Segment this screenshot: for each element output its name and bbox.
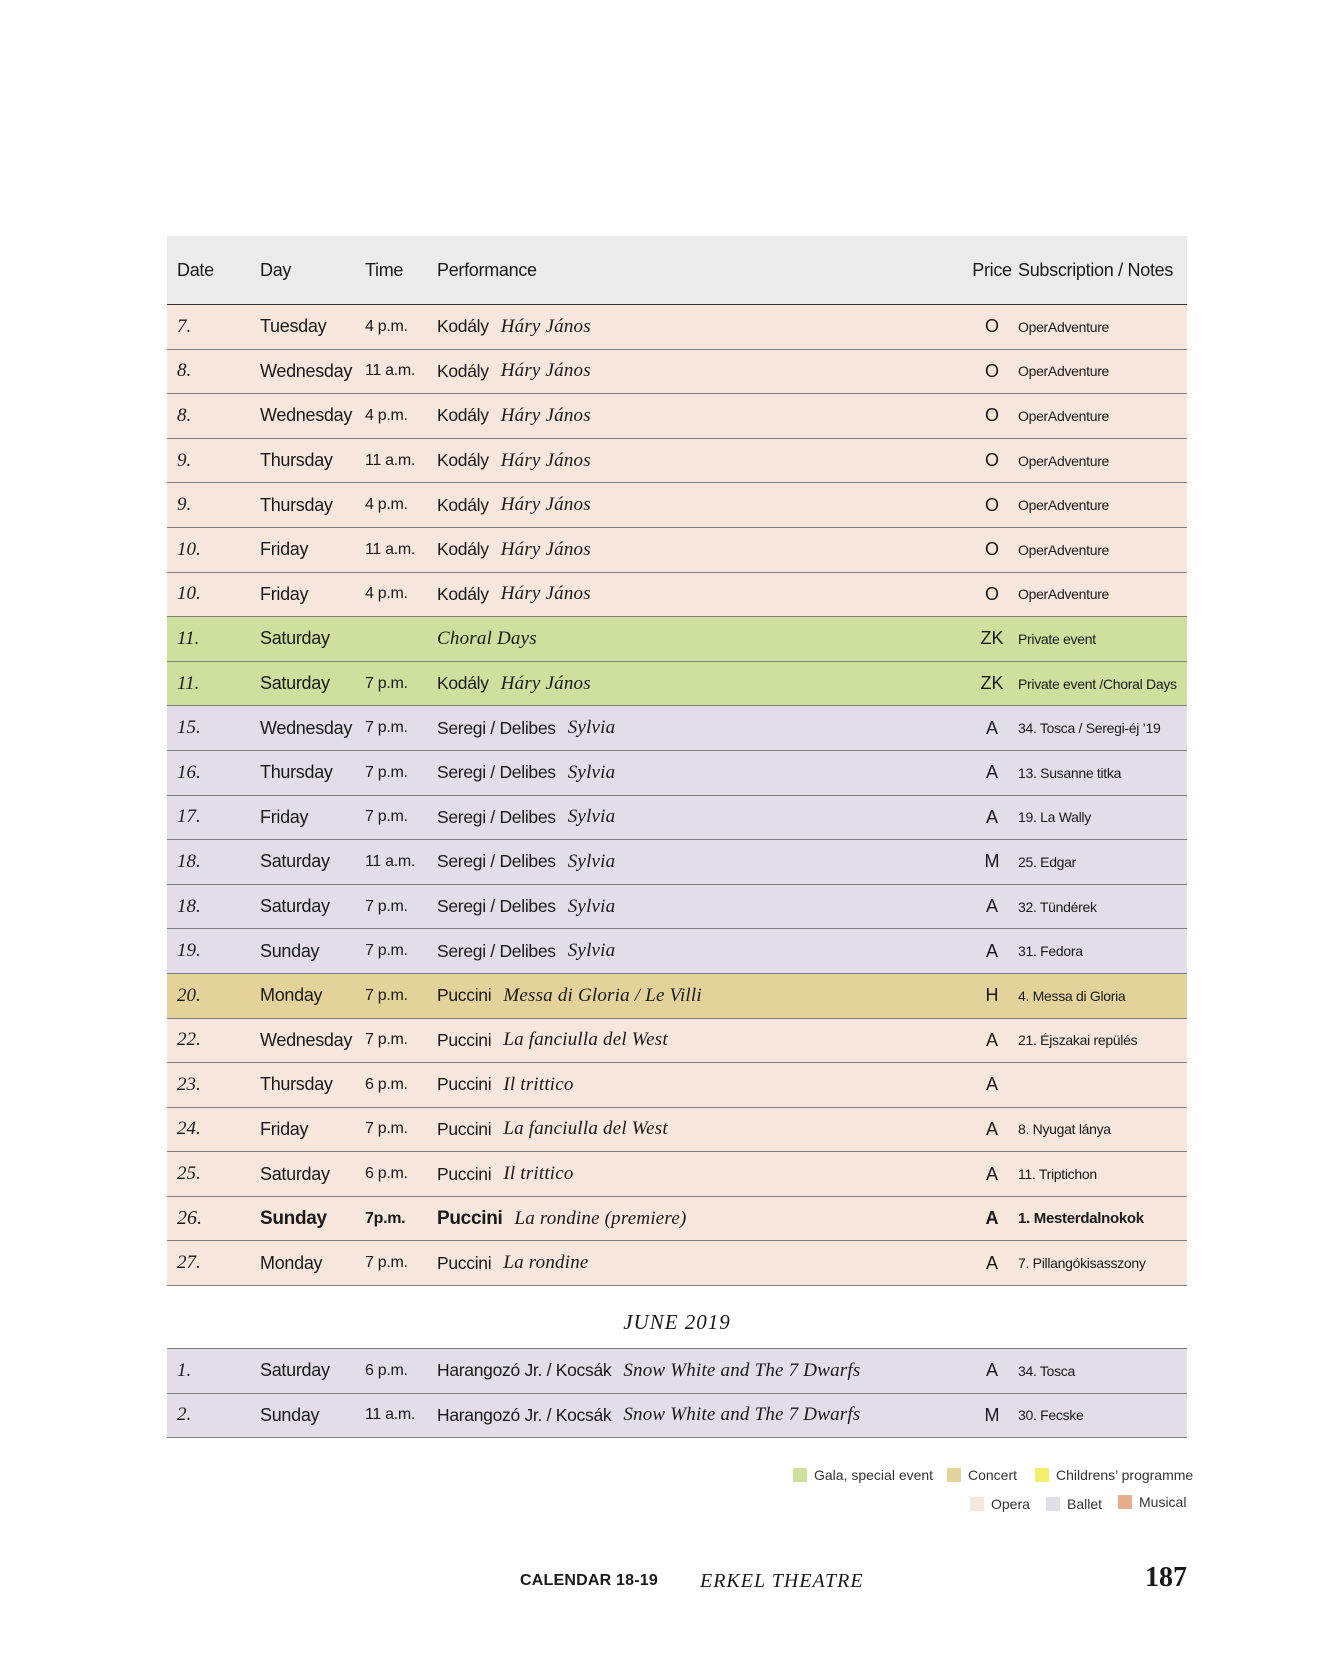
row-price: M <box>984 1404 1000 1425</box>
row-work-title: Sylvia <box>567 940 616 962</box>
legend-ballet-label: Ballet <box>1067 1496 1103 1512</box>
row-notes: 25. Edgar <box>1018 853 1077 870</box>
row-performance <box>437 483 591 527</box>
legend-opera-swatch <box>970 1497 984 1511</box>
legend-gala-label: Gala, special event <box>814 1467 934 1483</box>
table-row <box>167 350 1187 395</box>
row-performance <box>437 1152 574 1196</box>
row-work-title: Choral Days <box>437 627 537 649</box>
row-notes: 11. Triptichon <box>1018 1166 1097 1183</box>
row-day: Wednesday <box>260 405 353 426</box>
row-notes: 4. Messa di Gloria <box>1018 987 1126 1004</box>
row-composer: Kodály <box>437 494 489 515</box>
row-date: 17. <box>177 806 201 828</box>
row-price: A <box>985 1208 999 1229</box>
table-row <box>167 1019 1187 1064</box>
row-day: Sunday <box>260 1207 327 1229</box>
row-notes: OperAdventure <box>1018 318 1110 335</box>
row-notes: OperAdventure <box>1018 541 1110 558</box>
row-date: 18. <box>177 850 201 872</box>
row-price: A <box>985 1252 998 1273</box>
table-row <box>167 751 1187 796</box>
row-date: 18. <box>177 895 201 917</box>
row-day: Wednesday <box>260 1029 353 1050</box>
row-price: O <box>984 450 999 471</box>
row-composer: Kodály <box>437 539 489 560</box>
row-work-title: Háry János <box>500 449 591 471</box>
row-day: Monday <box>260 1252 323 1273</box>
row-work-title: Sylvia <box>567 717 616 739</box>
row-work-title: Sylvia <box>567 806 616 828</box>
row-price: A <box>985 806 998 827</box>
table-row <box>167 1197 1187 1242</box>
row-composer: Puccini <box>437 1029 492 1050</box>
header-time: Time <box>365 259 404 280</box>
header-day: Day <box>260 259 292 280</box>
row-price: A <box>985 896 998 917</box>
row-date: 27. <box>177 1252 201 1274</box>
row-performance <box>437 617 537 661</box>
row-notes: 7. Pillangókisasszony <box>1018 1255 1146 1272</box>
row-date: 22. <box>177 1029 201 1051</box>
row-notes: Private event /Choral Days <box>1018 675 1177 692</box>
row-composer: Kodály <box>437 583 489 604</box>
row-date: 9. <box>177 494 192 516</box>
row-performance <box>437 929 615 973</box>
row-notes: OperAdventure <box>1018 452 1110 469</box>
row-composer: Seregi / Delibes <box>437 806 556 827</box>
legend-concert-label: Concert <box>968 1467 1018 1483</box>
row-notes: Private event <box>1018 630 1096 647</box>
row-date: 19. <box>177 940 201 962</box>
row-price: O <box>984 494 999 515</box>
row-time: 11 a.m. <box>365 540 416 558</box>
row-date: 8. <box>177 404 192 426</box>
row-performance <box>437 1108 668 1152</box>
legend-concert-swatch <box>947 1468 961 1482</box>
row-performance <box>437 885 615 929</box>
row-date: 11. <box>177 672 200 694</box>
row-day: Friday <box>260 539 309 560</box>
row-work-title: Háry János <box>500 404 591 426</box>
row-time: 7 p.m. <box>365 1120 408 1138</box>
legend-childrens-label: Childrens’ programme <box>1056 1467 1194 1483</box>
row-work-title: La rondine (premiere) <box>514 1207 687 1229</box>
legend-childrens-swatch <box>1035 1468 1049 1482</box>
row-date: 2. <box>177 1404 192 1426</box>
header-notes: Subscription / Notes <box>1018 259 1174 280</box>
row-price: M <box>984 851 1000 872</box>
row-day: Thursday <box>260 494 333 515</box>
row-performance <box>437 305 591 349</box>
row-day: Friday <box>260 806 309 827</box>
row-date: 7. <box>177 315 192 337</box>
row-date: 23. <box>177 1073 201 1095</box>
legend-musical <box>1118 1494 1186 1510</box>
row-date: 24. <box>177 1118 201 1140</box>
schedule-table <box>167 236 1187 1286</box>
row-performance <box>437 796 615 840</box>
legend-ballet <box>1046 1496 1102 1512</box>
row-composer: Kodály <box>437 405 489 426</box>
row-date: 20. <box>177 984 201 1006</box>
row-price: H <box>985 985 999 1006</box>
legend-gala-swatch <box>793 1468 807 1482</box>
row-day: Saturday <box>260 896 330 917</box>
legend-musical-label: Musical <box>1139 1494 1187 1510</box>
row-time: 6 p.m. <box>365 1361 408 1379</box>
row-time: 7 p.m. <box>365 942 408 960</box>
row-time: 7 p.m. <box>365 674 408 692</box>
row-performance <box>437 1063 574 1107</box>
row-day: Thursday <box>260 450 333 471</box>
row-work-title: Háry János <box>500 315 591 337</box>
row-day: Saturday <box>260 1360 330 1381</box>
legend-childrens <box>1035 1467 1193 1483</box>
row-performance <box>437 528 591 572</box>
row-performance <box>437 706 615 750</box>
row-work-title: Sylvia <box>567 761 616 783</box>
table-row <box>167 305 1187 350</box>
row-composer: Harangozó Jr. / Kocsák <box>437 1404 612 1425</box>
table-row <box>167 573 1187 618</box>
row-time: 4 p.m. <box>365 406 408 424</box>
row-price: A <box>985 717 998 738</box>
row-time: 7 p.m. <box>365 763 408 781</box>
row-price: A <box>985 1163 998 1184</box>
row-notes: 31. Fedora <box>1018 943 1083 960</box>
row-notes: 1. Mesterdalnokok <box>1018 1210 1144 1228</box>
row-performance <box>437 751 615 795</box>
table-row <box>167 1349 1187 1394</box>
row-composer: Seregi / Delibes <box>437 851 556 872</box>
row-performance <box>437 1197 686 1241</box>
row-day: Tuesday <box>260 316 327 337</box>
table-row <box>167 528 1187 573</box>
legend-ballet-swatch <box>1046 1497 1060 1511</box>
row-date: 15. <box>177 717 201 739</box>
legend-concert <box>947 1467 1017 1483</box>
row-work-title: Háry János <box>500 583 591 605</box>
table-row <box>167 840 1187 885</box>
row-notes: OperAdventure <box>1018 586 1110 603</box>
row-composer: Kodály <box>437 316 489 337</box>
row-work-title: Háry János <box>500 672 591 694</box>
row-date: 10. <box>177 583 201 605</box>
legend-opera-label: Opera <box>991 1496 1030 1512</box>
row-composer: Puccini <box>437 1163 492 1184</box>
header-performance: Performance <box>437 259 537 280</box>
row-work-title: Sylvia <box>567 895 616 917</box>
row-day: Thursday <box>260 762 333 783</box>
row-time: 7p.m. <box>365 1209 406 1227</box>
table-row <box>167 1108 1187 1153</box>
row-work-title: Il trittico <box>503 1073 574 1095</box>
row-performance <box>437 662 591 706</box>
row-performance <box>437 974 702 1018</box>
row-price: O <box>984 583 999 604</box>
row-date: 25. <box>177 1163 201 1185</box>
row-performance <box>437 1019 668 1063</box>
row-day: Monday <box>260 985 323 1006</box>
legend-musical-swatch <box>1118 1495 1132 1509</box>
row-notes: OperAdventure <box>1018 497 1110 514</box>
table-row <box>167 394 1187 439</box>
row-performance <box>437 1241 589 1285</box>
table-row <box>167 1152 1187 1197</box>
row-time: 4 p.m. <box>365 585 408 603</box>
row-day: Wednesday <box>260 717 353 738</box>
row-work-title: Háry János <box>500 494 591 516</box>
row-composer: Harangozó Jr. / Kocsák <box>437 1360 612 1381</box>
row-performance <box>437 1349 860 1393</box>
row-price: ZK <box>980 673 1004 694</box>
table-row <box>167 885 1187 930</box>
table-row <box>167 796 1187 841</box>
row-composer: Puccini <box>437 985 492 1006</box>
row-composer: Kodály <box>437 450 489 471</box>
row-day: Friday <box>260 1118 309 1139</box>
row-date: 10. <box>177 538 201 560</box>
row-price: A <box>985 1074 998 1095</box>
table-row <box>167 974 1187 1019</box>
row-time: 4 p.m. <box>365 496 408 514</box>
row-price: A <box>985 1118 998 1139</box>
row-price: O <box>984 316 999 337</box>
row-date: 8. <box>177 360 192 382</box>
row-composer: Seregi / Delibes <box>437 940 556 961</box>
row-time: 7 p.m. <box>365 1031 408 1049</box>
table-row <box>167 706 1187 751</box>
header-price: Price <box>972 259 1012 280</box>
row-day: Sunday <box>260 1404 320 1425</box>
row-day: Friday <box>260 583 309 604</box>
row-work-title: Snow White and The 7 Dwarfs <box>623 1404 861 1426</box>
table-row <box>167 1063 1187 1108</box>
row-performance <box>437 573 591 617</box>
table-row <box>167 662 1187 707</box>
row-composer: Seregi / Delibes <box>437 762 556 783</box>
row-time: 7 p.m. <box>365 897 408 915</box>
row-work-title: Messa di Gloria / Le Villi <box>503 984 702 1006</box>
row-day: Thursday <box>260 1074 333 1095</box>
table-body <box>167 305 1187 1286</box>
row-performance <box>437 1394 860 1438</box>
row-day: Saturday <box>260 851 330 872</box>
row-composer: Puccini <box>437 1252 492 1273</box>
row-price: A <box>985 1360 998 1381</box>
footer-calendar: CALENDAR 18-19 <box>520 1572 658 1589</box>
row-notes: 8. Nyugat lánya <box>1018 1121 1111 1138</box>
row-time: 7 p.m. <box>365 986 408 1004</box>
row-work-title: Il trittico <box>503 1163 574 1185</box>
row-performance <box>437 439 591 483</box>
row-day: Saturday <box>260 628 330 649</box>
row-time: 11 a.m. <box>365 362 416 380</box>
legend-gala <box>793 1467 933 1483</box>
june-table-body <box>167 1349 1187 1438</box>
row-time: 6 p.m. <box>365 1165 408 1183</box>
row-notes: 32. Tündérek <box>1018 898 1097 915</box>
table-row <box>167 929 1187 974</box>
row-composer: Kodály <box>437 673 489 694</box>
row-time: 11 a.m. <box>365 451 416 469</box>
table-header <box>167 236 1187 305</box>
row-price: A <box>985 940 998 961</box>
table-row <box>167 1241 1187 1286</box>
footer-theatre: ERKEL THEATRE <box>700 1570 864 1592</box>
row-performance <box>437 350 591 394</box>
row-price: O <box>984 539 999 560</box>
row-price: O <box>984 405 999 426</box>
row-date: 1. <box>177 1359 192 1381</box>
row-notes: 13. Susanne titka <box>1018 764 1122 781</box>
row-notes: 34. Tosca / Seregi-éj ’19 <box>1018 720 1161 737</box>
row-work-title: Snow White and The 7 Dwarfs <box>623 1359 861 1381</box>
row-day: Saturday <box>260 1163 330 1184</box>
row-date: 26. <box>177 1207 202 1230</box>
row-notes: OperAdventure <box>1018 407 1110 424</box>
row-time: 4 p.m. <box>365 317 408 335</box>
table-row <box>167 439 1187 484</box>
row-time: 11 a.m. <box>365 1406 416 1424</box>
row-date: 9. <box>177 449 192 471</box>
row-day: Wednesday <box>260 360 353 381</box>
row-composer: Puccini <box>437 1074 492 1095</box>
legend-opera <box>970 1496 1030 1512</box>
row-day: Saturday <box>260 673 330 694</box>
row-work-title: La rondine <box>503 1252 589 1274</box>
row-composer: Seregi / Delibes <box>437 896 556 917</box>
row-performance <box>437 394 591 438</box>
page-number: 187 <box>1145 1562 1187 1593</box>
row-composer: Puccini <box>437 1207 503 1229</box>
row-time: 7 p.m. <box>365 808 408 826</box>
table-row <box>167 1394 1187 1439</box>
row-time: 7 p.m. <box>365 719 408 737</box>
row-notes: 21. Éjszakai repülés <box>1018 1032 1138 1049</box>
row-composer: Kodály <box>437 360 489 381</box>
row-composer: Puccini <box>437 1118 492 1139</box>
row-performance <box>437 840 615 884</box>
row-date: 16. <box>177 761 201 783</box>
row-time: 6 p.m. <box>365 1075 408 1093</box>
june-table <box>167 1348 1187 1438</box>
row-composer: Seregi / Delibes <box>437 717 556 738</box>
row-notes: OperAdventure <box>1018 363 1110 380</box>
row-date: 11. <box>177 627 200 649</box>
table-row <box>167 617 1187 662</box>
row-notes: 19. La Wally <box>1018 809 1091 826</box>
table-row <box>167 483 1187 528</box>
row-notes: 34. Tosca <box>1018 1362 1075 1379</box>
row-price: A <box>985 762 998 783</box>
row-work-title: Háry János <box>500 360 591 382</box>
row-work-title: La fanciulla del West <box>503 1029 668 1051</box>
row-price: ZK <box>980 628 1004 649</box>
row-notes: 30. Fecske <box>1018 1407 1084 1424</box>
row-price: O <box>984 360 999 381</box>
row-work-title: Háry János <box>500 538 591 560</box>
row-time: 7 p.m. <box>365 1254 408 1272</box>
row-work-title: La fanciulla del West <box>503 1118 668 1140</box>
month-heading: JUNE 2019 <box>623 1310 731 1334</box>
row-day: Sunday <box>260 940 320 961</box>
row-time: 11 a.m. <box>365 852 416 870</box>
header-date: Date <box>177 259 214 280</box>
row-work-title: Sylvia <box>567 850 616 872</box>
row-price: A <box>985 1029 998 1050</box>
